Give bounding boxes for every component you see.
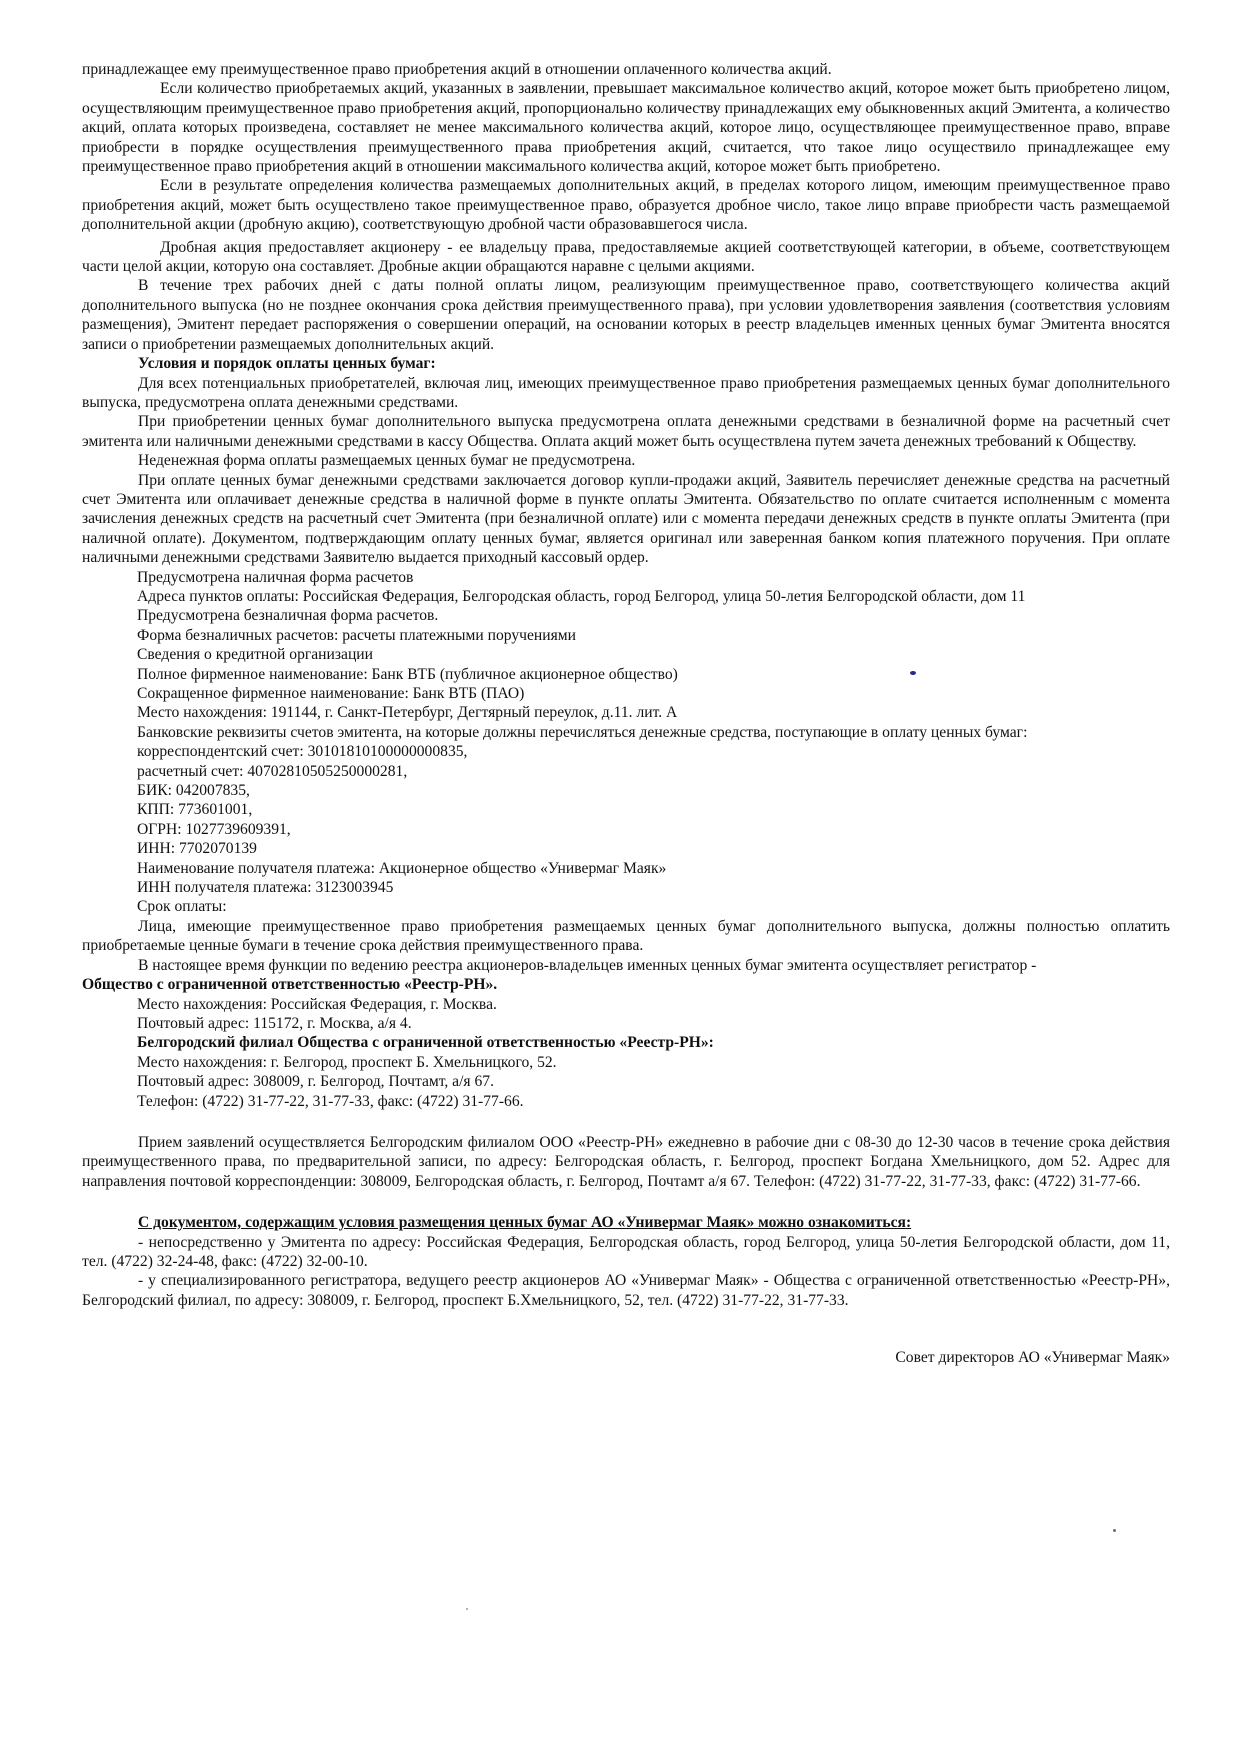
payment-detail-line: Адреса пунктов оплаты: Российская Федерация, Белгородская область, город Белгород, улица 50-летия Белгородской области, дом 11 [137,587,1026,605]
payment-detail-line: Срок оплаты: [137,898,227,916]
payment-detail-line: ОГРН: 1027739609391, [137,820,291,838]
document-page [82,60,1170,1368]
heading-document-review: С документом, содержащим условия размещения ценных бумаг АО «Универмаг Маяк» можно ознакомиться: [138,1214,912,1232]
payment-detail-line: корреспондентский счет: 30101810100000000835, [137,743,468,761]
payment-details-block [82,568,1170,917]
payment-detail-line: КПП: 773601001, [137,801,253,819]
paragraph-registrar: В настоящее время функции по ведению реестра акционеров-владельцев именных ценных бумаг эмитента осуществляет регистратор - [138,956,1037,974]
payment-detail-line: БИК: 042007835, [137,782,250,800]
registrar-detail-line: Место нахождения: Российская Федерация, г. Москва. [137,995,497,1013]
paragraph-applications: Прием заявлений осуществляется Белгородским филиалом ООО «Реестр-РН» ежедневно в рабочие дни с 08-30 до 12-30 часов в течение срока действия преимущественного права, по предварительной записи, по адресу: Белгородская область, г. Белгород, проспект Богдана Хмельницкого, дом 52. Адрес для направления почтовой корреспонденции: 308009, Белгородская область, г. Белгород, Почтамт а/я 67. Телефон: (4722) 31-77-22, 31-77-33, факс: (4722) 31-77-66. [82,1133,1170,1190]
paragraph-payment-forms: При приобретении ценных бумаг дополнительного выпуска предусмотрена оплата денежными средствами в безналичной форме на расчетный счет эмитента или наличными денежными средствами в кассу Общества. Оплата акций может быть осуществлена путем зачета денежных требований к Обществу. [82,413,1170,450]
registrar-details-block [82,995,1170,1111]
payment-detail-line: ИНН: 7702070139 [137,840,257,858]
paragraph-registry-entries: В течение трех рабочих дней с даты полной оплаты лицом, реализующим преимущественное право, соответствующего количества акций дополнительного выпуска (но не позднее окончания срока действия преимущественного права), при условии удовлетворения заявления (соответствия условиям размещения), Эмитент передает распоряжения о совершении операций, на основании которых в реестр владельцев именных ценных бумаг Эмитента вносятся записи о приобретении размещаемых дополнительных акций. [82,277,1170,353]
paragraph-non-monetary: Неденежная форма оплаты размещаемых ценных бумаг не предусмотрена. [138,452,636,470]
branch-detail-line: Место нахождения: г. Белгород, проспект Б. Хмельницкого, 52. [137,1053,557,1071]
registrar-detail-line: Почтовый адрес: 115172, г. Москва, а/я 4. [137,1014,412,1032]
scan-artifact [1113,1529,1116,1532]
paragraph-continuation: принадлежащее ему преимущественное право приобретения акций в отношении оплаченного количества акций. [82,61,832,78]
paragraph-all-acquirers: Для всех потенциальных приобретателей, включая лиц, имеющих преимущественное право приобретения размещаемых ценных бумаг дополнительного выпуска, предусмотрена оплата денежными средствами. [82,374,1170,411]
payment-detail-line: Форма безналичных расчетов: расчеты платежными поручениями [137,626,576,644]
heading-payment-terms: Условия и порядок оплаты ценных бумаг: [138,355,436,373]
scan-artifact [910,671,916,675]
payment-detail-line: Предусмотрена наличная форма расчетов [137,568,414,586]
review-item-registrar: - у специализированного регистратора, ведущего реестр акционеров АО «Универмаг Маяк» - Общества с ограниченной ответственностью «Реестр-РН», Белгородский филиал, по адресу: 308009, г. Белгород, проспект Б.Хмельницкого, 52, тел. (4722) 31-77-22, 31-77-33. [82,1272,1170,1309]
payment-detail-line: Сокращенное фирменное наименование: Банк ВТБ (ПАО) [137,685,525,702]
registrar-name: Общество с ограниченной ответственностью «Реестр-РН». [82,976,498,994]
payment-detail-line: Наименование получателя платежа: Акционерное общество «Универмаг Маяк» [137,859,667,877]
branch-detail-line: Почтовый адрес: 308009, г. Белгород, Почтамт, а/я 67. [137,1073,494,1091]
paragraph-fractional-number: Если в результате определения количества размещаемых дополнительных акций, в пределах которого лицом, имеющим преимущественное право приобретения акций, может быть осуществлено такое преимущественное право, образуется дробное число, такое лицо вправе приобрести часть размещаемой дополнительной акции (дробную акцию), соответствующую дробной части образовавшегося числа. [82,177,1170,234]
payment-detail-line: расчетный счет: 40702810505250000281, [137,762,408,780]
branch-title: Белгородский филиал Общества с ограниченной ответственностью «Реестр-РН»: [137,1034,714,1052]
payment-detail-line: Предусмотрена безналичная форма расчетов. [137,607,439,625]
paragraph-max-shares: Если количество приобретаемых акций, указанных в заявлении, превышает максимальное количество акций, которое может быть приобретено лицом, осуществляющим преимущественное право приобретения акций, пропорционально количеству принадлежащих ему обыкновенных акций Эмитента, а количество акций, оплата которых произведена, составляет не менее максимального количества акций, которое лицо, осуществляющее преимущественное право, вправе приобрести в порядке осуществления преимущественного права приобретения акций, считается, что такое лицо осуществило принадлежащее ему преимущественное право приобретения акций в отношении максимального количества акций, которое может быть приобретено. [82,80,1170,176]
payment-detail-line: Место нахождения: 191144, г. Санкт-Петербург, Дегтярный переулок, д.11. лит. А [137,704,678,722]
branch-detail-line: Телефон: (4722) 31-77-22, 31-77-33, факс: (4722) 31-77-66. [137,1092,524,1110]
payment-detail-line: ИНН получателя платежа: 3123003945 [137,879,394,897]
signature: Совет директоров АО «Универмаг Маяк» [895,1349,1170,1367]
scan-artifact [466,1608,468,1610]
review-item-issuer: - непосредственно у Эмитента по адресу: Российская Федерация, Белгородская область, город Белгород, улица 50-летия Белгородской области, дом 11, тел. (4722) 32-24-48, факс: (4722) 32-00-10. [82,1233,1170,1270]
payment-detail-line: Банковские реквизиты счетов эмитента, на которые должны перечисляться денежные средства, поступающие в оплату ценных бумаг: [137,723,1028,741]
payment-detail-line: Полное фирменное наименование: Банк ВТБ (публичное акционерное общество) [137,665,678,683]
paragraph-payment-deadline: Лица, имеющие преимущественное право приобретения размещаемых ценных бумаг дополнительного выпуска, должны полностью оплатить приобретаемые ценные бумаги в течение срока действия преимущественного права. [82,917,1170,955]
paragraph-payment-procedure: При оплате ценных бумаг денежными средствами заключается договор купли-продажи акций, Заявитель перечисляет денежные средства на расчетный счет Эмитента или оплачивает денежные средства в наличной форме в пункте оплаты Эмитента. Обязательство по оплате считается исполненным с момента зачисления денежных средств на расчетный счет Эмитента (при безналичной оплате) или с момента передачи денежных средств в пункте оплаты Эмитента (при наличной оплате). Документом, подтверждающим оплату ценных бумаг, является оригинал или заверенная банком копия платежного поручения. При оплате наличными денежными средствами Заявителю выдается приходный кассовый ордер. [82,471,1170,567]
payment-detail-line: Сведения о кредитной организации [137,646,373,664]
paragraph-fractional-share: Дробная акция предоставляет акционеру - ее владельцу права, предоставляемые акцией соответствующей категории, в объеме, соответствующем части целой акции, которую она составляет. Дробные акции обращаются наравне с целыми акциями. [82,238,1170,276]
